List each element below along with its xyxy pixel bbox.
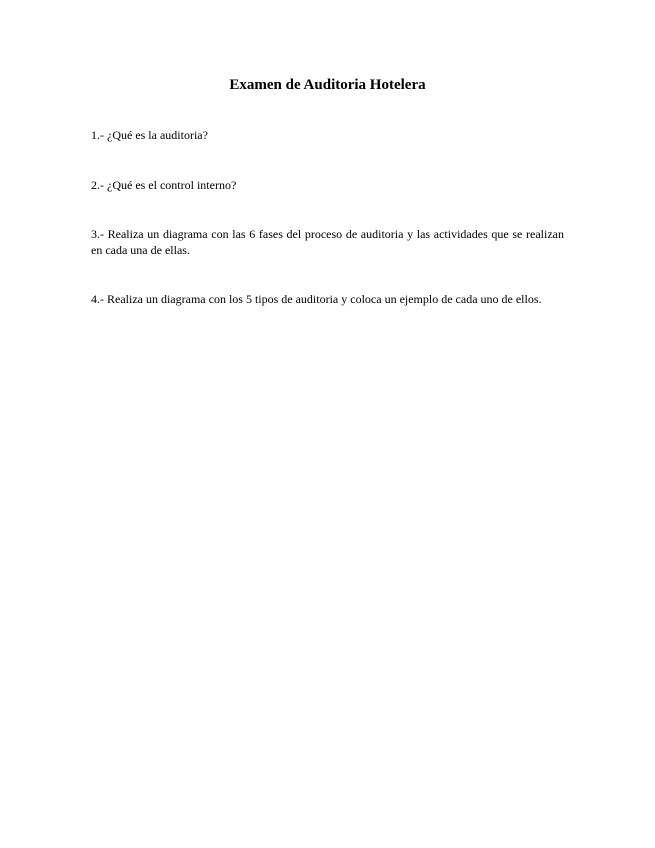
question-4: 4.- Realiza un diagrama con los 5 tipos de auditoria y coloca un ejemplo de cada uno de ellos. [91,292,542,306]
question-2: 2.- ¿Qué es el control interno? [91,178,237,192]
question-3: 3.- Realiza un diagrama con las 6 fases del proceso de auditoria y las actividades que se realizan en cada una de ellas. [91,227,564,257]
document-title: Examen de Auditoria Hotelera [229,77,426,93]
question-1: 1.- ¿Qué es la auditoria? [91,128,208,142]
